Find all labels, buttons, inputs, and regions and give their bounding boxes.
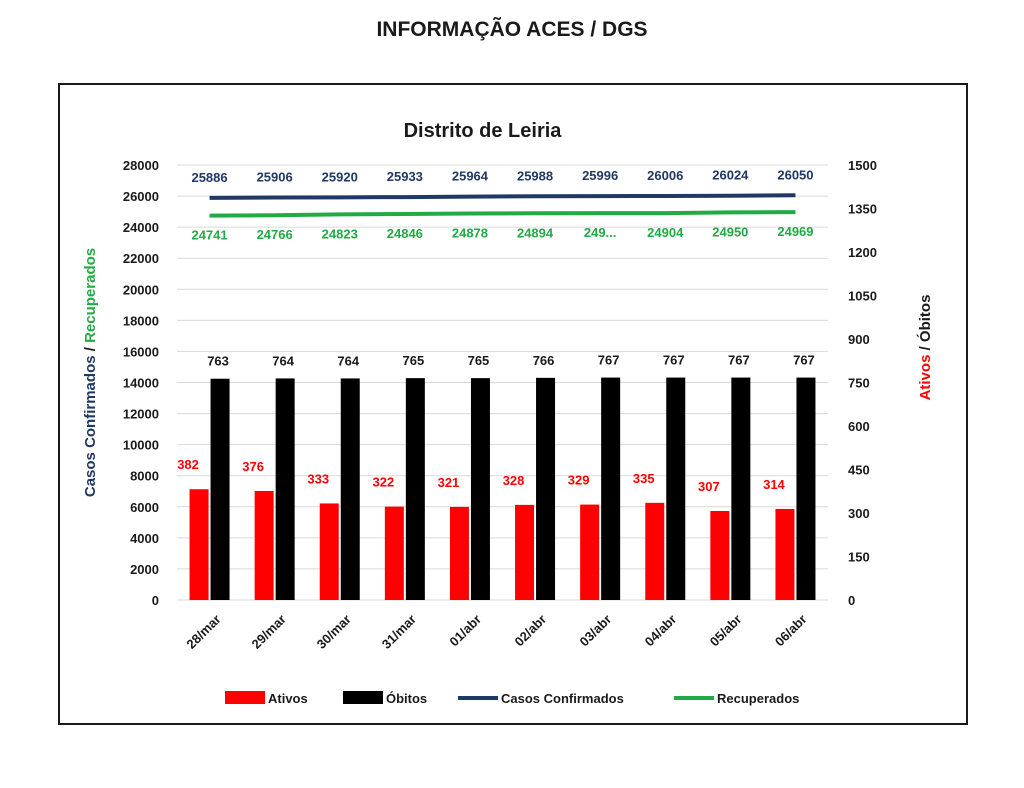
y-left-tick-label: 4000 xyxy=(130,530,159,546)
x-tick-label: 04/abr xyxy=(641,611,680,650)
x-tick-label: 03/abr xyxy=(576,611,615,650)
y-left-tick-label: 0 xyxy=(151,593,159,608)
y-right-tick-label: 900 xyxy=(848,332,870,347)
bar-obitos xyxy=(406,378,425,600)
bar-obitos xyxy=(276,378,295,600)
data-label-ativos: 333 xyxy=(307,471,330,487)
y-left-axis-label-part: Recuperados xyxy=(82,247,99,343)
y-right-tick-label: 1500 xyxy=(848,158,877,173)
bar-ativos xyxy=(255,491,274,600)
y-right-tick-label: 300 xyxy=(848,506,870,521)
y-left-tick-label: 8000 xyxy=(130,468,159,484)
bar-obitos xyxy=(341,378,360,600)
data-label-casos-confirmados: 25906 xyxy=(256,169,293,185)
y-left-tick-label: 24000 xyxy=(122,220,159,236)
chart-frame xyxy=(58,83,968,725)
data-label-casos-confirmados: 25964 xyxy=(451,168,489,184)
y-right-tick-label: 450 xyxy=(848,462,870,478)
line-casos-confirmados xyxy=(210,195,796,198)
bar-ativos xyxy=(190,489,209,600)
x-tick-label: 28/mar xyxy=(183,611,224,652)
y-right-tick-label: 0 xyxy=(848,593,856,608)
bar-obitos xyxy=(471,378,490,600)
legend-label: Ativos xyxy=(268,691,308,706)
data-label-ativos: 322 xyxy=(372,474,395,490)
chart-title: Distrito de Leiria xyxy=(403,120,562,142)
y-left-tick-label: 6000 xyxy=(130,499,159,515)
data-label-ativos: 376 xyxy=(242,458,265,474)
data-label-obitos: 767 xyxy=(662,352,685,368)
line-recuperados xyxy=(210,212,796,216)
data-label-obitos: 764 xyxy=(337,353,360,369)
y-right-tick-label: 750 xyxy=(848,375,870,391)
bar-ativos xyxy=(515,505,534,600)
data-label-ativos: 307 xyxy=(697,478,720,494)
data-label-obitos: 766 xyxy=(532,352,555,368)
bar-ativos xyxy=(385,507,404,600)
data-label-casos-confirmados: 25886 xyxy=(191,169,228,185)
data-label-obitos: 763 xyxy=(207,353,229,369)
data-label-casos-confirmados: 25920 xyxy=(321,169,358,185)
bar-ativos xyxy=(775,509,794,600)
data-label-casos-confirmados: 25933 xyxy=(386,169,423,185)
y-right-tick-label: 1350 xyxy=(848,201,877,217)
y-left-tick-label: 12000 xyxy=(122,406,159,422)
y-left-tick-label: 14000 xyxy=(122,375,159,391)
y-left-axis-label-part: Casos Confirmados xyxy=(82,355,99,498)
chart xyxy=(60,85,966,723)
legend-swatch xyxy=(343,691,383,704)
data-label-casos-confirmados: 25988 xyxy=(516,168,554,184)
data-label-recuperados: 24846 xyxy=(386,225,423,241)
legend-label: Recuperados xyxy=(717,691,800,706)
data-label-recuperados: 24950 xyxy=(712,224,749,240)
data-label-recuperados: 24766 xyxy=(256,227,293,243)
data-label-casos-confirmados: 26050 xyxy=(777,167,814,183)
x-tick-label: 02/abr xyxy=(511,611,550,650)
bar-ativos xyxy=(710,511,729,600)
x-tick-label: 05/abr xyxy=(706,611,745,650)
data-label-obitos: 767 xyxy=(793,352,815,368)
y-left-tick-label: 2000 xyxy=(130,561,159,577)
y-left-tick-label: 10000 xyxy=(122,437,159,453)
x-tick-label: 29/mar xyxy=(248,611,289,652)
data-label-recuperados: 24969 xyxy=(777,224,814,240)
data-label-ativos: 382 xyxy=(177,457,199,473)
data-label-recuperados: 24904 xyxy=(647,225,684,241)
x-tick-label: 30/mar xyxy=(313,611,354,652)
data-label-obitos: 764 xyxy=(272,353,295,369)
data-label-recuperados: 24823 xyxy=(321,226,358,242)
legend-label: Casos Confirmados xyxy=(501,691,624,706)
y-right-axis-label xyxy=(916,295,934,401)
data-label-ativos: 335 xyxy=(632,470,655,486)
data-label-recuperados: 249... xyxy=(583,225,617,241)
data-label-ativos: 328 xyxy=(502,472,525,488)
y-right-tick-label: 1200 xyxy=(848,245,877,260)
y-left-tick-label: 26000 xyxy=(122,189,159,205)
bar-obitos xyxy=(731,378,750,600)
data-label-obitos: 767 xyxy=(727,352,750,368)
data-label-recuperados: 24894 xyxy=(516,225,554,241)
y-right-axis-label-part: Ativos xyxy=(917,354,934,401)
x-tick-label: 31/mar xyxy=(378,611,419,652)
data-label-casos-confirmados: 26006 xyxy=(647,167,684,183)
data-label-recuperados: 24741 xyxy=(191,227,228,243)
bar-obitos xyxy=(536,378,555,600)
data-label-obitos: 767 xyxy=(597,352,620,368)
page-title: INFORMAÇÃO ACES / DGS xyxy=(376,18,648,41)
legend-swatch xyxy=(225,691,265,704)
y-left-tick-label: 22000 xyxy=(122,251,159,267)
bar-obitos xyxy=(796,378,815,600)
y-left-axis-label-part: / xyxy=(82,342,99,356)
data-label-obitos: 765 xyxy=(402,353,425,369)
y-left-tick-label: 28000 xyxy=(122,158,159,173)
bar-ativos xyxy=(320,503,339,600)
data-label-ativos: 314 xyxy=(763,476,785,492)
data-label-casos-confirmados: 26024 xyxy=(712,167,749,183)
bar-obitos xyxy=(601,378,620,600)
bar-ativos xyxy=(450,507,469,600)
y-left-tick-label: 20000 xyxy=(122,282,159,298)
data-label-ativos: 321 xyxy=(437,474,460,490)
y-left-tick-label: 18000 xyxy=(122,313,159,329)
bar-ativos xyxy=(580,505,599,600)
data-label-ativos: 329 xyxy=(567,472,590,488)
data-label-obitos: 765 xyxy=(467,353,490,369)
y-right-axis-label-part: / xyxy=(917,342,934,355)
y-right-tick-label: 1050 xyxy=(848,288,877,304)
bar-obitos xyxy=(211,379,230,600)
data-label-recuperados: 24878 xyxy=(451,225,489,241)
y-right-tick-label: 600 xyxy=(848,419,870,434)
x-tick-label: 06/abr xyxy=(771,611,810,650)
data-label-casos-confirmados: 25996 xyxy=(582,168,619,184)
bar-obitos xyxy=(666,378,685,600)
y-left-tick-label: 16000 xyxy=(122,344,159,360)
y-right-tick-label: 150 xyxy=(848,549,870,565)
legend-label: Óbitos xyxy=(386,691,428,706)
y-right-axis-label-part: Óbitos xyxy=(917,294,934,343)
bar-ativos xyxy=(645,503,664,600)
x-tick-label: 01/abr xyxy=(446,611,485,650)
y-left-axis-label xyxy=(82,248,99,497)
